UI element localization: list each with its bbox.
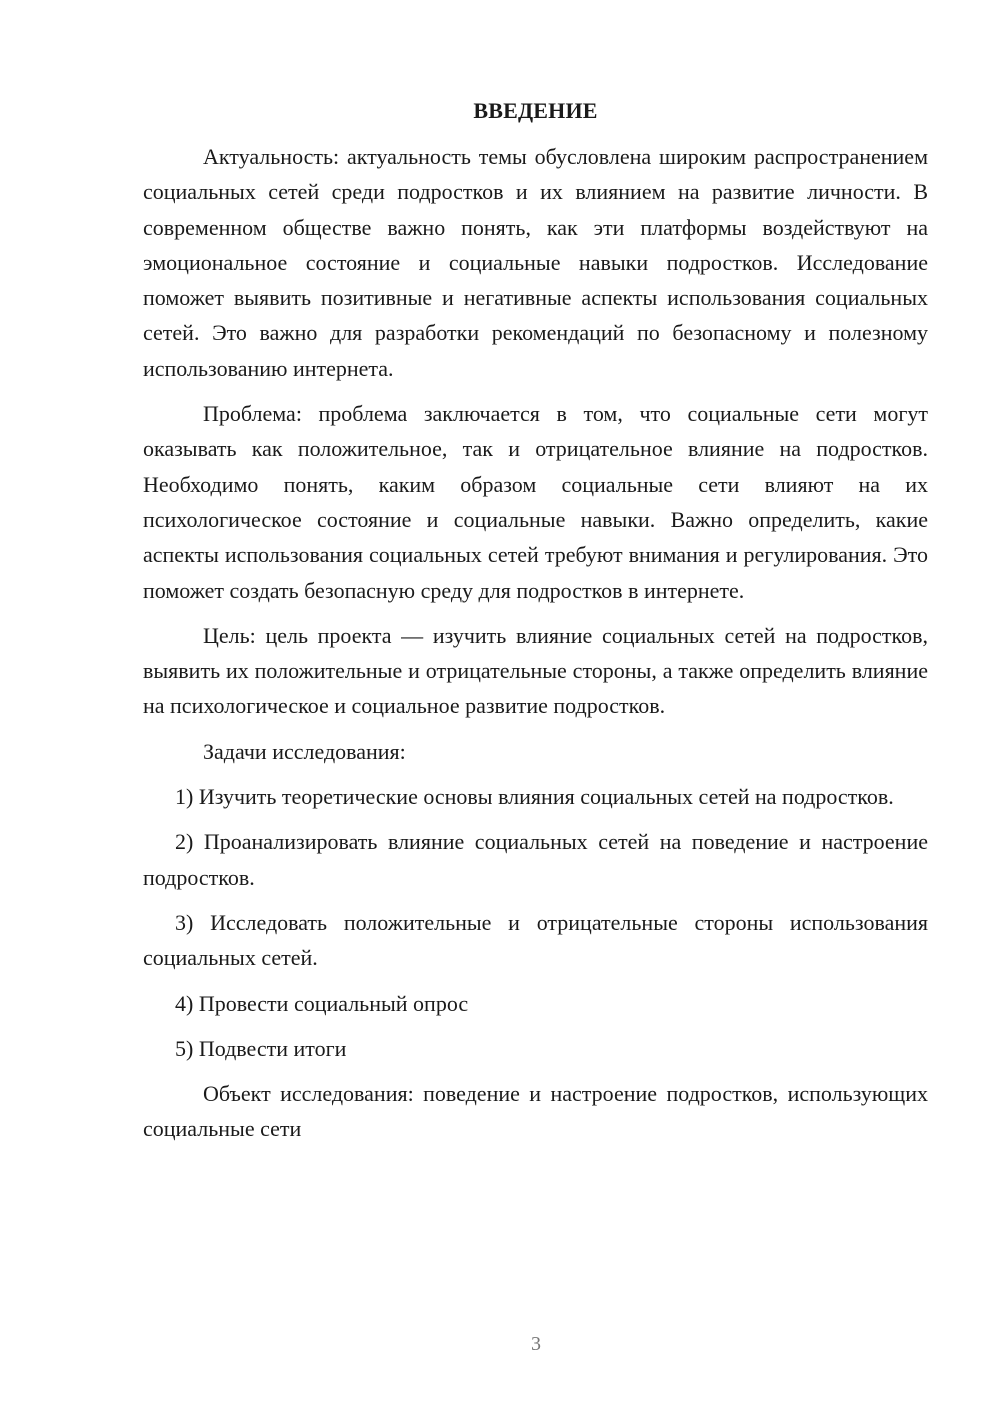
page-number: 3 [531,1333,541,1355]
page-content [143,95,928,1157]
task-item-4: 4) Провести социальный опрос [175,990,469,1016]
section-title: ВВЕДЕНИЕ [473,98,598,123]
goal-paragraph: Цель: цель проекта — изучить влияние социальных сетей на подростков, выявить их положительные и отрицательные стороны, а также определить влияние на психологическое и социальное развитие подростков. [143,622,928,719]
relevance-paragraph: Актуальность: актуальность темы обусловлена широким распространением социальных сетей среди подростков и их влиянием на развитие личности. В современном обществе важно понять, как эти платформы воздействуют на эмоциональное состояние и социальные навыки подростков. Исследование поможет выявить позитивные и негативные аспекты использования социальных сетей. Это важно для разработки рекомендаций по безопасному и полезному использованию интернета. [143,144,928,381]
research-object-paragraph: Объект исследования: поведение и настроение подростков, использующих социальные сети [143,1081,928,1142]
problem-paragraph: Проблема: проблема заключается в том, что социальные сети могут оказывать как положительное, так и отрицательное влияние на подростков. Необходимо понять, каким образом социальные сети влияют на их психологическое состояние и социальные навыки. Важно определить, какие аспекты использования социальных сетей требуют внимания и регулирования. Это поможет создать безопасную среду для подростков в интернете. [143,401,928,603]
task-item-2: 2) Проанализировать влияние социальных сетей на поведение и настроение подростков. [143,829,928,890]
tasks-heading: Задачи исследования: [203,738,406,764]
task-item-5: 5) Подвести итоги [175,1035,347,1061]
task-item-1: 1) Изучить теоретические основы влияния социальных сетей на подростков. [175,784,894,810]
task-item-3: 3) Исследовать положительные и отрицательные стороны использования социальных сетей. [143,909,928,971]
